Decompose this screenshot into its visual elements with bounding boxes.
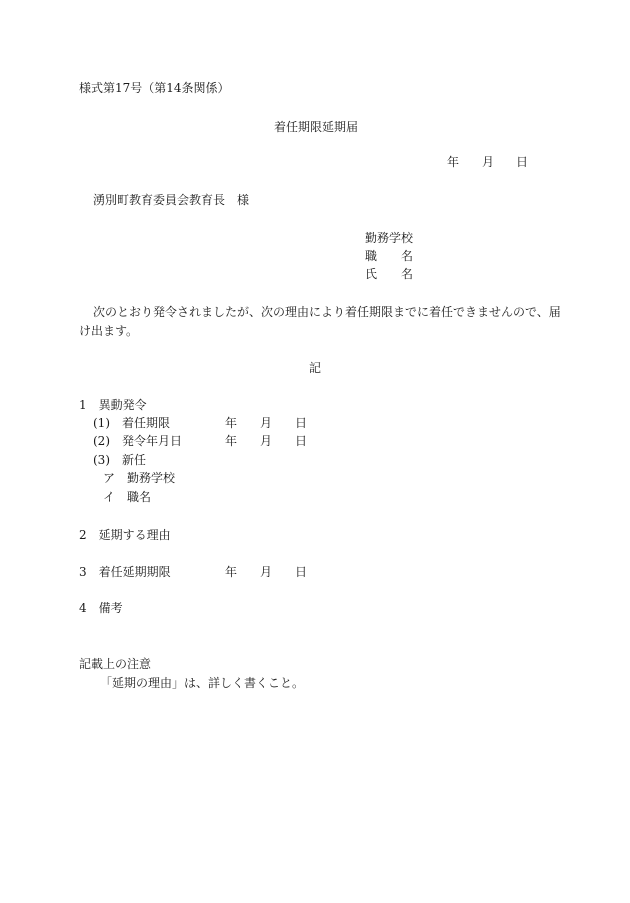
item-1-sub-1-month: 月 [260, 416, 273, 430]
form-number: 様式第17号（第14条関係） [79, 81, 230, 95]
item-1-sub-1-year: 年 [225, 416, 238, 430]
document-title: 着任期限延期届 [274, 120, 359, 134]
item-1-sub-2-month: 月 [260, 434, 273, 448]
item-1-sub-1-day: 日 [295, 416, 308, 430]
item-1-sub-3-a: ア 勤務学校 [103, 471, 176, 485]
date-month: 月 [482, 155, 495, 169]
date-day: 日 [516, 155, 529, 169]
body-line-2: け出ます。 [79, 324, 139, 338]
item-2-heading: 2 延期する理由 [79, 528, 171, 542]
item-1-sub-2-day: 日 [295, 434, 308, 448]
item-3-day: 日 [295, 565, 308, 579]
item-1-heading: 1 異動発令 [79, 398, 147, 412]
item-4-heading: 4 備考 [79, 601, 123, 615]
item-1-sub-2-label: (2) 発令年月日 [93, 434, 182, 448]
submitter-name: 氏 名 [365, 267, 414, 281]
date-year: 年 [447, 155, 460, 169]
addressee: 湧別町教育委員会教育長 様 [93, 193, 250, 207]
submitter-position: 職 名 [365, 249, 414, 263]
item-3-heading: 3 着任延期期限 [79, 565, 171, 579]
submitter-school: 勤務学校 [365, 231, 414, 245]
body-line-1: 次のとおり発令されましたが、次の理由により着任期限までに着任できませんので、届 [93, 305, 561, 319]
item-1-sub-3-label: (3) 新任 [93, 453, 146, 467]
notes-text: 「延期の理由」は、詳しく書くこと。 [100, 676, 305, 690]
notes-heading: 記載上の注意 [79, 657, 152, 671]
item-1-sub-1-label: (1) 着任期限 [93, 416, 170, 430]
item-1-sub-2-year: 年 [225, 434, 238, 448]
item-3-year: 年 [225, 565, 238, 579]
item-3-month: 月 [260, 565, 273, 579]
item-1-sub-3-i: イ 職名 [103, 490, 152, 504]
ki-heading: 記 [309, 361, 322, 375]
